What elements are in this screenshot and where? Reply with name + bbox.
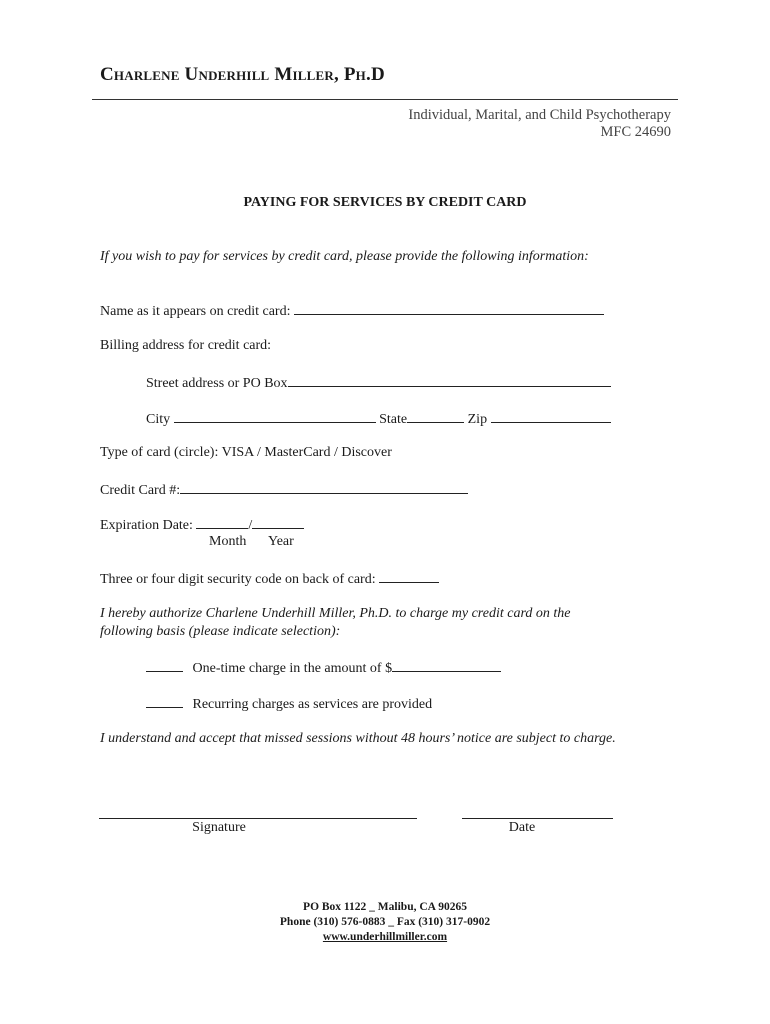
recurring-option-label: Recurring charges as services are provided [192, 697, 433, 712]
practice-description: Individual, Marital, and Child Psychotherapy [408, 107, 671, 123]
zip-field[interactable] [491, 410, 611, 423]
cardholder-name-field[interactable] [294, 302, 604, 315]
signature-field[interactable] [99, 818, 417, 819]
card-number-field[interactable] [180, 481, 468, 494]
card-number-row [100, 481, 468, 499]
security-code-field[interactable] [379, 570, 439, 583]
footer-phone-fax: Phone (310) 576-0883 _ Fax (310) 317-0902 [279, 916, 491, 928]
card-type-row[interactable]: Type of card (circle): VISA / MasterCard / Discover [100, 445, 392, 460]
city-field[interactable] [174, 410, 376, 423]
city-state-zip-row [146, 410, 611, 428]
authorization-line-2: following basis (please indicate selection): [100, 624, 341, 639]
footer-website-row [0, 931, 770, 943]
form-intro: If you wish to pay for services by credit card, please provide the following information: [100, 249, 589, 264]
onetime-amount-field[interactable] [392, 659, 501, 672]
security-code-label: Three or four digit security code on back of card: [100, 572, 376, 587]
date-field[interactable] [462, 818, 613, 819]
street-address-field[interactable] [288, 374, 611, 387]
card-number-label: Credit Card #: [100, 483, 181, 498]
practitioner-name: Charlene Underhill Miller, Ph.D [100, 64, 385, 85]
footer-address: PO Box 1122 _ Malibu, CA 90265 [303, 901, 467, 913]
month-caption: Month [209, 534, 247, 549]
date-caption: Date [508, 820, 536, 835]
expiration-separator: / [248, 518, 253, 533]
street-address-label: Street address or PO Box [146, 376, 288, 391]
license-number: MFC 24690 [600, 124, 671, 140]
missed-session-notice: I understand and accept that missed sessions without 48 hours’ notice are subject to charge. [100, 731, 616, 746]
header-rule [92, 99, 678, 100]
form-title: PAYING FOR SERVICES BY CREDIT CARD [243, 195, 527, 210]
state-label: State [379, 412, 408, 427]
onetime-option-checkbox[interactable] [146, 659, 183, 672]
expiration-row [100, 516, 304, 534]
onetime-option-row [146, 659, 501, 677]
recurring-option-row [146, 695, 432, 713]
onetime-option-label: One-time charge in the amount of $ [192, 661, 393, 676]
expiration-year-field[interactable] [252, 516, 304, 529]
cardholder-name-row [100, 302, 604, 320]
street-address-row [146, 374, 611, 392]
website-link[interactable]: www.underhillmiller.com [322, 931, 448, 943]
state-field[interactable] [407, 410, 464, 423]
year-caption: Year [268, 534, 294, 549]
signature-caption: Signature [192, 820, 246, 835]
zip-label: Zip [467, 412, 488, 427]
billing-address-label: Billing address for credit card: [100, 338, 272, 353]
security-code-row [100, 570, 439, 588]
city-label: City [146, 412, 171, 427]
cardholder-name-label: Name as it appears on credit card: [100, 304, 291, 319]
expiration-label: Expiration Date: [100, 518, 193, 533]
authorization-line-1: I hereby authorize Charlene Underhill Miller, Ph.D. to charge my credit card on the [100, 606, 571, 621]
expiration-month-field[interactable] [196, 516, 248, 529]
recurring-option-checkbox[interactable] [146, 695, 183, 708]
